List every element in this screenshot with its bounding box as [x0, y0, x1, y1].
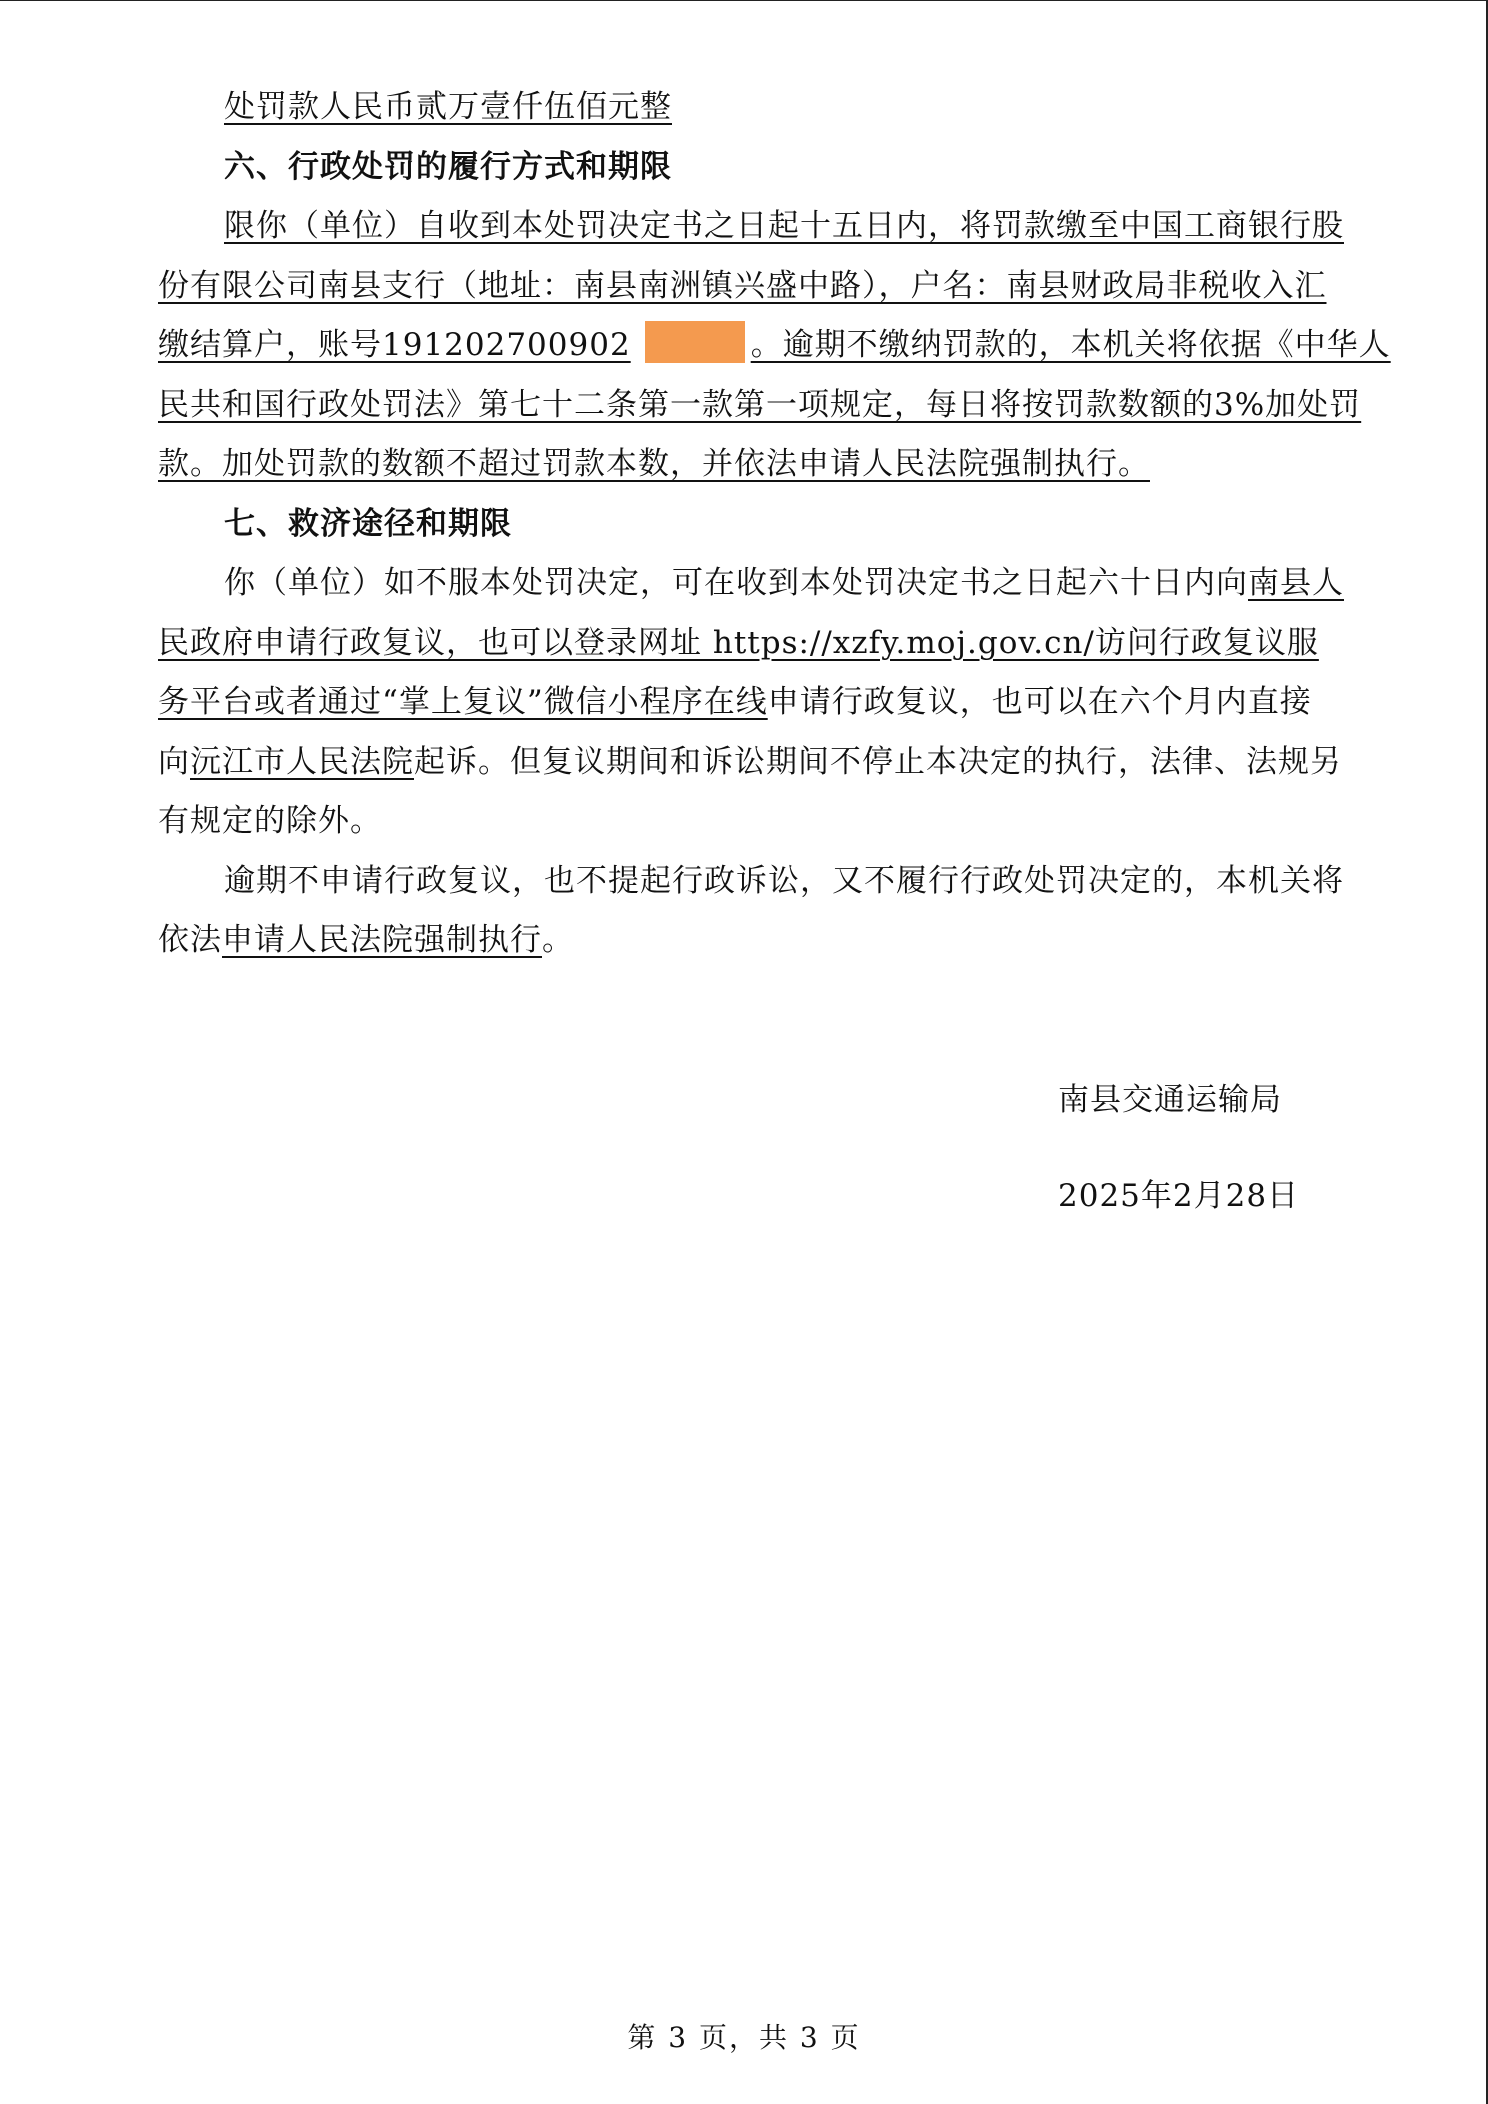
text-line — [158, 911, 1406, 971]
text-line — [158, 197, 1406, 257]
text-line — [158, 614, 1406, 674]
text-line — [158, 554, 1406, 614]
text-line — [158, 257, 1406, 317]
text-segment: 申请行政复议，也可以在六个月内直接 — [767, 684, 1312, 720]
text-segment: 依法 — [158, 922, 222, 958]
text-line — [158, 733, 1406, 793]
page-footer: 第 3 页，共 3 页 — [627, 2021, 861, 2054]
text-segment: 民共和国行政处罚法》第七十二条第一款第一项规定，每日将按罚款数额的3%加处罚 — [158, 386, 1362, 423]
text-segment: 。 — [542, 922, 574, 958]
text-segment: 份有限公司南县支行（地址：南县南洲镇兴盛中路），户名：南县财政局非税收入汇 — [158, 267, 1327, 304]
text-line — [158, 78, 1406, 138]
text-line — [158, 376, 1406, 436]
page-top-border — [0, 0, 1488, 1]
text-segment: 申请人民法院强制执行 — [222, 922, 542, 958]
text-line — [158, 435, 1406, 495]
fine-amount-text: 处罚款人民币贰万壹仟伍佰元整 — [224, 89, 672, 125]
section-heading-7: 七、救济途径和期限 — [224, 505, 512, 542]
review-url-text: 民政府申请行政复议，也可以登录网址 https://xzfy.moj.gov.cn/访问行政复议服 — [158, 624, 1319, 661]
text-segment: 。逾期不缴纳罚款的，本机关将依据《中华人 — [750, 327, 1391, 363]
issue-date: 2025年2月28日 — [1058, 1178, 1300, 1214]
text-segment: 向 — [158, 743, 190, 780]
section-heading-6: 六、行政处罚的履行方式和期限 — [224, 148, 672, 185]
court-name: 沅江市人民法院 — [190, 743, 414, 780]
account-number-text: 缴结算户，账号191202700902 — [158, 327, 631, 363]
text-line — [158, 792, 1406, 852]
text-segment: 限你（单位）自收到本处罚决定书之日起十五日内，将罚款缴至中国工商银行股 — [224, 208, 1344, 244]
text-line — [158, 316, 1406, 376]
text-line — [158, 852, 1406, 912]
redaction-block — [645, 321, 745, 363]
issuer-name: 南县交通运输局 — [1058, 1082, 1282, 1118]
text-segment: 你（单位）如不服本处罚决定，可在收到本处罚决定书之日起六十日内向 — [224, 565, 1248, 601]
text-segment: 起诉。但复议期间和诉讼期间不停止本决定的执行，法律、法规另 — [414, 743, 1342, 780]
text-segment: 款。加处罚款的数额不超过罚款本数，并依法申请人民法院强制执行。 — [158, 446, 1150, 482]
text-segment: 有规定的除外。 — [158, 803, 382, 839]
text-segment: 南县人 — [1248, 565, 1344, 601]
text-segment: 务平台或者通过“掌上复议”微信小程序在线 — [158, 684, 768, 720]
document-body — [158, 78, 1406, 971]
text-segment: 逾期不申请行政复议，也不提起行政诉讼，又不履行行政处罚决定的，本机关将 — [224, 862, 1344, 899]
text-line — [158, 673, 1406, 733]
